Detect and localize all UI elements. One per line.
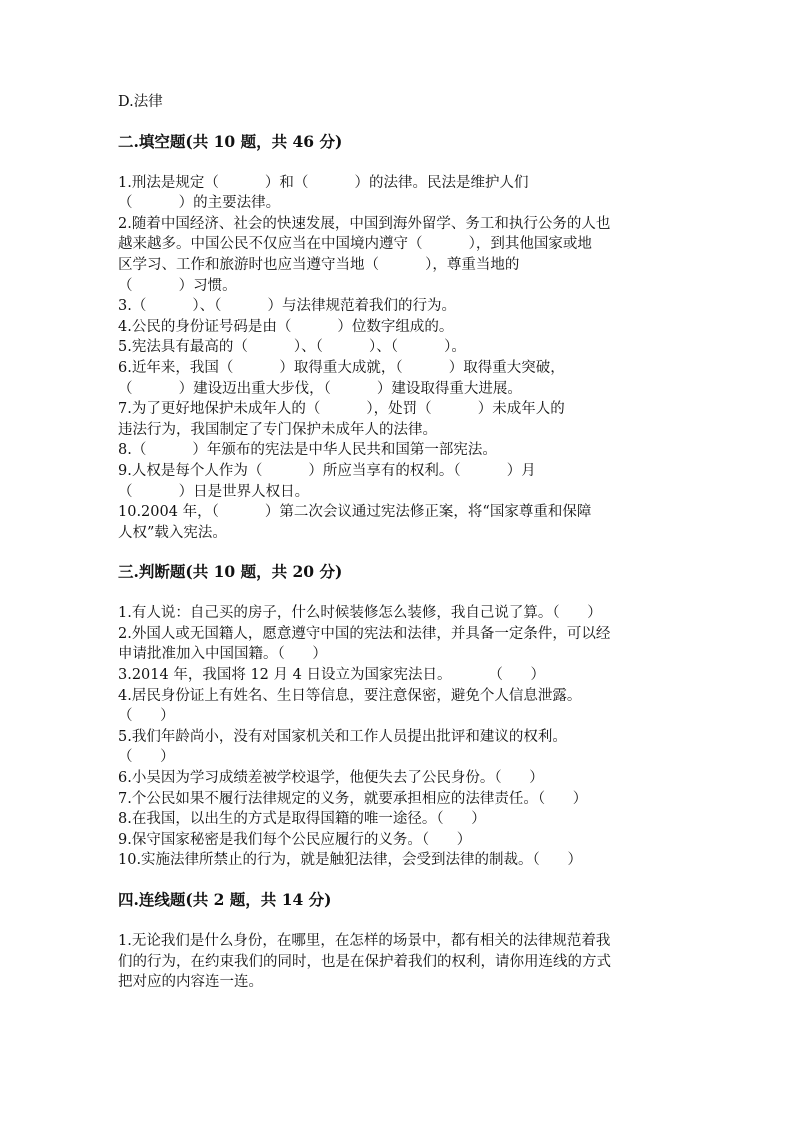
true-false-questions <box>118 603 684 871</box>
question-line: 8.（ ）年颁布的宪法是中华人民共和国第一部宪法。 <box>118 442 497 459</box>
question-line: 2.外国人或无国籍人，愿意遵守中国的宪法和法律，并具备一定条件，可以经 <box>118 625 611 642</box>
fill-blank-questions <box>118 173 684 544</box>
question-line: （ ）日是世界人权日。 <box>118 483 310 500</box>
question-line: 9.保守国家秘密是我们每个公民应履行的义务。（ ） <box>118 831 472 848</box>
matching-questions <box>118 931 684 993</box>
question-line: （ ）建设迈出重大步伐，（ ）建设取得重大进展。 <box>118 380 522 397</box>
question-line: 3.2014 年，我国将 12 月 4 日设立为国家宪法日。 （ ） <box>118 667 545 684</box>
question-line: 7.个公民如果不履行法律规定的义务，就要承担相应的法律责任。（ ） <box>118 790 588 807</box>
question-line: （ ）习惯。 <box>118 277 237 294</box>
question-line: 4.居民身份证上有姓名、生日等信息，要注意保密，避免个人信息泄露。 <box>118 687 582 704</box>
question-line: （ ）的主要法律。 <box>118 195 281 212</box>
question-line: 1.刑法是规定（ ）和（ ）的法律。民法是维护人们 <box>118 174 529 191</box>
question-line: 7.为了更好地保护未成年人的（ ），处罚（ ）未成年人的 <box>118 401 565 418</box>
section-heading-fill-blank: 二.填空题(共 10 题，共 46 分) <box>118 131 343 151</box>
question-line: 5.我们年龄尚小，没有对国家机关和工作人员提出批评和建议的权利。 <box>118 728 567 745</box>
question-line: 8.在我国，以出生的方式是取得国籍的唯一途径。（ ） <box>118 811 486 828</box>
question-line: 违法行为，我国制定了专门保护未成年人的法律。 <box>118 421 437 438</box>
question-line: 2.随着中国经济、社会的快速发展，中国到海外留学、务工和执行公务的人也 <box>118 215 611 232</box>
question-line: 申请批准加入中国国籍。（ ） <box>118 646 327 663</box>
question-line: 10.2004 年，（ ）第二次会议通过宪法修正案，将“国家尊重和保障 <box>118 504 592 521</box>
question-line: 区学习、工作和旅游时也应当遵守当地（ ），尊重当地的 <box>118 256 520 273</box>
question-line: 6.近年来，我国（ ）取得重大成就，（ ）取得重大突破， <box>118 359 565 376</box>
question-line: 把对应的内容连一连。 <box>118 974 263 991</box>
question-line: 们的行为，在约束我们的同时，也是在保护着我们的权利，请你用连线的方式 <box>118 953 611 970</box>
question-line: 6.小吴因为学习成绩差被学校退学，他便失去了公民身份。（ ） <box>118 770 544 787</box>
question-line: 9.人权是每个人作为（ ）所应当享有的权利。（ ）月 <box>118 462 536 479</box>
question-line: 1.无论我们是什么身份，在哪里，在怎样的场景中，都有相关的法律规范着我 <box>118 933 611 949</box>
question-line: 人权”载入宪法。 <box>118 524 227 541</box>
question-line: 4.公民的身份证号码是由（ ）位数字组成的。 <box>118 318 454 335</box>
question-line: 越来越多。中国公民不仅应当在中国境内遵守（ ），到其他国家或地 <box>118 236 592 253</box>
option-d-line: D.法律 <box>118 94 163 110</box>
question-line: 5.宪法具有最高的（ ）、（ ）、（ ）。 <box>118 339 466 356</box>
question-line: （ ） <box>118 749 175 766</box>
question-line: 10.实施法律所禁止的行为，就是触犯法律，会受到法律的制裁。（ ） <box>118 852 582 869</box>
question-line: 1.有人说：自己买的房子，什么时候装修怎么装修，我自己说了算。（ ） <box>118 605 602 622</box>
question-line: 3.（ ）、（ ）与法律规范着我们的行为。 <box>118 298 457 315</box>
question-line: （ ） <box>118 708 175 725</box>
section-heading-matching: 四.连线题(共 2 题，共 14 分) <box>118 890 332 909</box>
section-heading-true-false: 三.判断题(共 10 题，共 20 分) <box>118 562 343 582</box>
